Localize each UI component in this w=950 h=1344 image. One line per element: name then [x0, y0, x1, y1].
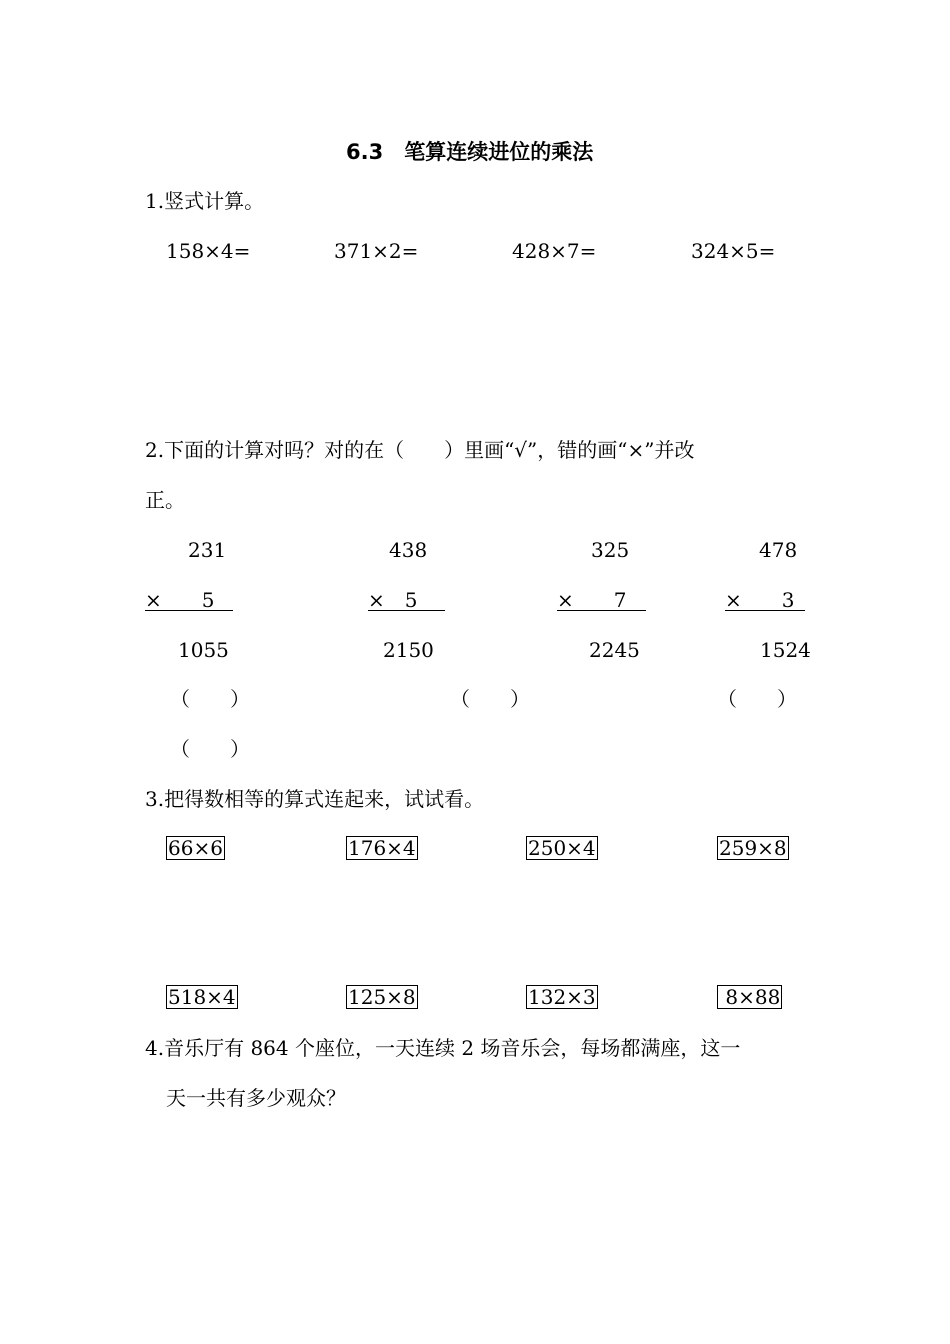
q1-prompt: 1.竖式计算。 [145, 189, 265, 213]
q2-multiplicand: 438 [389, 538, 428, 562]
q3-prompt: 3.把得数相等的算式连起来，试试看。 [145, 787, 485, 811]
q2-product: 2245 [589, 638, 640, 662]
q3-expression-box[interactable]: 518×4 [168, 985, 236, 1009]
q2-answer-paren[interactable]: （ ） [717, 687, 797, 711]
q2-answer-paren[interactable]: （ ） [450, 687, 530, 711]
q2-multiplicand: 478 [759, 538, 798, 562]
q2-multiplier-line: × 5 [145, 590, 233, 611]
q2-product: 2150 [383, 638, 434, 662]
page-title: 6.3 笔算连续进位的乘法 [346, 140, 594, 164]
q2-product: 1524 [760, 638, 811, 662]
q2-answer-paren[interactable]: （ ） [170, 687, 250, 711]
q1-item: 371×2= [334, 239, 419, 263]
q2-multiplier-line: × 3 [725, 590, 805, 611]
q1-item: 428×7= [512, 239, 597, 263]
q2-answer-paren[interactable]: （ ） [170, 737, 250, 761]
q3-expression-box[interactable]: 66×6 [168, 836, 223, 860]
q1-item: 324×5= [691, 239, 776, 263]
q3-expression-box[interactable]: 8×88 [719, 985, 781, 1009]
q2-prompt-line1: 2.下面的计算对吗？对的在（ ）里画“√”，错的画“×”并改 [145, 438, 695, 462]
q2-multiplier-line: × 5 [368, 590, 445, 611]
q4-prompt-line1: 4.音乐厅有 864 个座位，一天连续 2 场音乐会，每场都满座，这一 [145, 1036, 741, 1060]
q3-expression-box[interactable]: 176×4 [348, 836, 416, 860]
q3-expression-box[interactable]: 250×4 [528, 836, 596, 860]
q3-expression-box[interactable]: 132×3 [528, 985, 596, 1009]
q4-prompt-line2: 天一共有多少观众？ [166, 1086, 346, 1110]
q3-expression-box[interactable]: 125×8 [348, 985, 416, 1009]
q1-item: 158×4= [166, 239, 251, 263]
q2-multiplicand: 325 [591, 538, 630, 562]
q2-multiplicand: 231 [188, 538, 227, 562]
q2-prompt-line2: 正。 [145, 488, 185, 512]
q3-expression-box[interactable]: 259×8 [719, 836, 787, 860]
q2-multiplier-line: × 7 [557, 590, 646, 611]
q2-product: 1055 [178, 638, 229, 662]
